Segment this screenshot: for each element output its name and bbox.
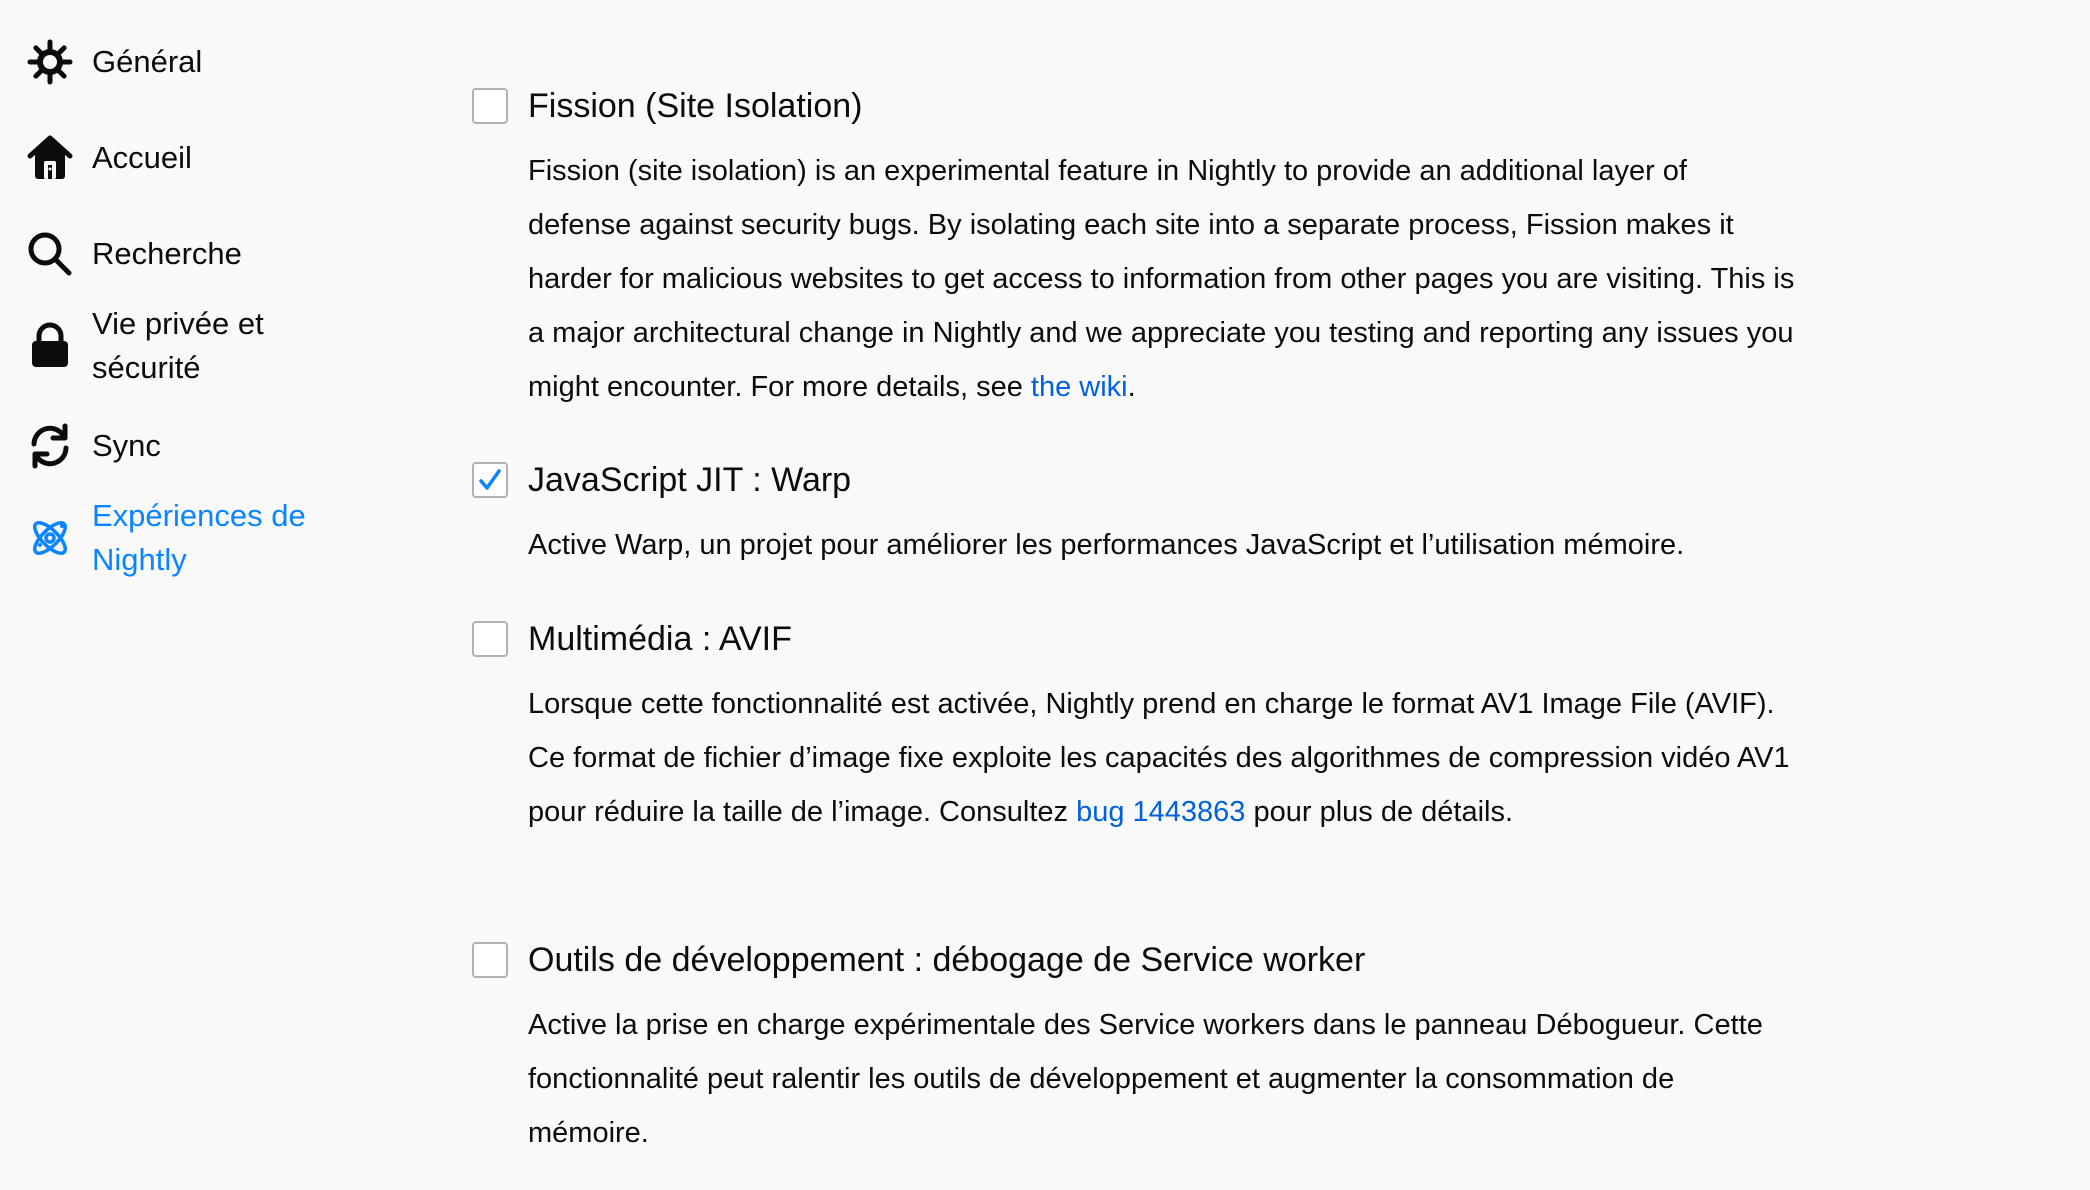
feature-description: Active la prise en charge expérimentale des Service workers dans le panneau Débogueur. Cette fonctionnalité peut ralentir les outils de développement et augmenter la consommation de mémoire. xyxy=(528,1009,1763,1149)
atom-icon xyxy=(24,512,76,564)
sidebar-item-privacy[interactable] xyxy=(24,302,264,390)
lock-icon xyxy=(24,320,76,372)
sidebar-item-nightly-experiments[interactable] xyxy=(24,494,306,582)
gear-icon xyxy=(24,36,76,88)
bug-link[interactable]: bug 1443863 xyxy=(1076,796,1246,828)
sync-icon xyxy=(24,420,76,472)
warp-checkbox[interactable] xyxy=(472,462,508,498)
feature-title: JavaScript JIT : Warp xyxy=(528,461,852,499)
feature-service-worker-debugging xyxy=(472,938,1812,1189)
checkmark-icon xyxy=(477,467,503,493)
fission-checkbox[interactable] xyxy=(472,88,508,124)
avif-checkbox[interactable] xyxy=(472,621,508,657)
feature-avif xyxy=(472,617,1812,868)
sidebar-item-label: Recherche xyxy=(92,236,242,271)
home-icon xyxy=(24,132,76,184)
feature-warp xyxy=(472,458,1812,601)
feature-fission xyxy=(472,84,1812,443)
sidebar-item-label: Sync xyxy=(92,428,161,463)
sidebar-item-sync[interactable] xyxy=(24,420,161,472)
sidebar-item-label: Vie privée et sécurité xyxy=(92,306,264,385)
sidebar-item-label: Expériences de Nightly xyxy=(92,498,306,577)
feature-description: Active Warp, un projet pour améliorer les performances JavaScript et l’utilisation mémoire. xyxy=(528,529,1685,561)
feature-title: Fission (Site Isolation) xyxy=(528,87,863,125)
wiki-link[interactable]: the wiki xyxy=(1030,371,1128,403)
sidebar-item-label: Accueil xyxy=(92,140,192,175)
feature-description: Fission (site isolation) is an experimental feature in Nightly to provide an additional layer of defense against security bugs. By isolating each site into a separate process, Fission makes it harder for malicious websites to get access to information from other pages you are visiting. This is a major architectural change in Nightly and we appreciate you testing and reporting any issues you might encounter. For more details, see the wiki. xyxy=(528,155,1795,403)
feature-description: Lorsque cette fonctionnalité est activée, Nightly prend en charge le format AV1 Image File (AVIF). Ce format de fichier d’image fixe exploite les capacités des algorithmes de compression vidéo AV1 pour réduire la taille de l’image. Consultez bug 1443863 pour plus de détails. xyxy=(528,688,1790,828)
sidebar-item-label: Général xyxy=(92,44,203,79)
service-worker-checkbox[interactable] xyxy=(472,942,508,978)
sidebar-item-home[interactable] xyxy=(24,132,192,184)
sidebar-item-general[interactable] xyxy=(24,36,202,88)
feature-title: Outils de développement : débogage de Service worker xyxy=(528,941,1366,979)
sidebar-item-search[interactable] xyxy=(24,228,242,280)
feature-title: Multimédia : AVIF xyxy=(528,620,792,658)
search-icon xyxy=(24,228,76,280)
